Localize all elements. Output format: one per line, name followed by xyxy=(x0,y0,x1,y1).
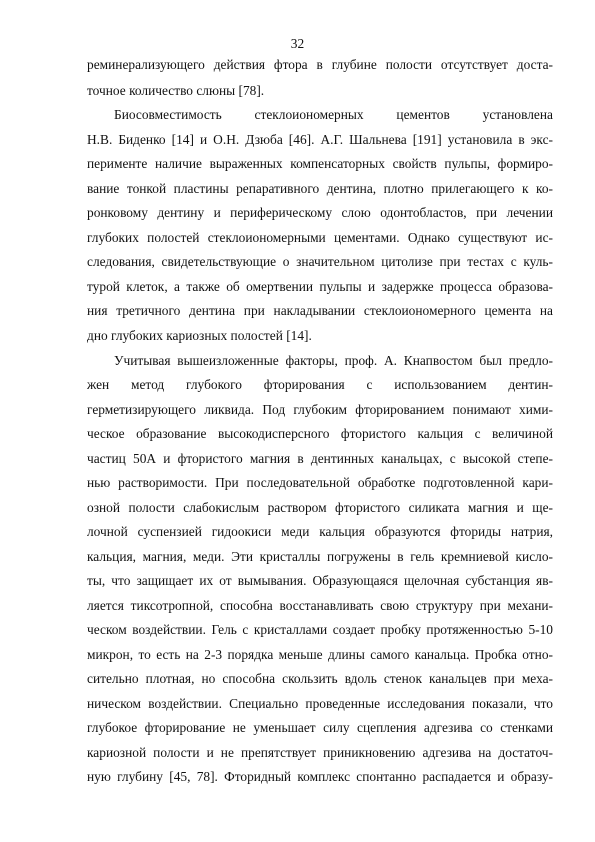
text-line: ты, что защищает их от вымывания. Образующаяся щелочная субстанция яв- xyxy=(87,573,553,588)
text-line: герметизирующего ликвида. Под глубоким фторированием понимают хими- xyxy=(87,402,553,417)
text-line: Биосовместимость стеклоиономерных цементов установлена xyxy=(114,107,553,122)
text-line: частиц 50А и фтористого магния в дентинных канальцах, с высокой степе- xyxy=(87,451,553,466)
text-line: турой клеток, а также об омертвении пульпы и задержке процесса образова- xyxy=(87,279,553,294)
text-line: ную глубину [45, 78]. Фторидный комплекс спонтанно распадается и образу- xyxy=(87,769,553,784)
text-line: Учитывая вышеизложенные факторы, проф. А. Кнапвостом был предло- xyxy=(114,353,553,368)
text-line: точное количество слюны [78]. xyxy=(87,83,265,98)
page-number: 32 xyxy=(290,36,305,51)
text-line: перименте наличие выраженных компенсаторных свойств пульпы, формиро- xyxy=(87,156,553,171)
text-line: глубокое фторирование не уменьшает силу сцепления адгезива со стенками xyxy=(87,720,553,735)
text-line: ческое образование высокодисперсного фтористого кальция с величиной xyxy=(87,426,553,441)
text-line: вание тонкой пластины репаративного дентина, плотно прилегающего к ко- xyxy=(87,181,553,196)
text-line: озной полости слабокислым раствором фтористого силиката магния и ще- xyxy=(87,500,553,515)
text-line: ронковому дентину и периферическому слою одонтобластов, при лечении xyxy=(87,205,553,220)
text-line: реминерализующего действия фтора в глубине полости отсутствует доста- xyxy=(87,57,553,72)
text-line: нью растворимости. При последовательной обработке подготовленной кари- xyxy=(87,475,553,490)
text-line: ния третичного дентина при накладывании стеклоиономерного цемента на xyxy=(87,303,553,318)
text-line: жен метод глубокого фторирования с использованием дентин- xyxy=(87,377,553,392)
text-line: следования, свидетельствующие о значительном цитолизе при тестах с куль- xyxy=(87,254,553,269)
text-line: микрон, то есть на 2-3 порядка меньше длины самого канальца. Пробка отно- xyxy=(87,647,553,662)
text-line: кальция, магния, меди. Эти кристаллы погружены в гель кремниевой кисло- xyxy=(87,549,553,564)
text-line: ляется тиксотропной, способна восстанавливать свою структуру при механи- xyxy=(87,598,553,613)
text-line: глубоких полостей стеклоиономерными цементами. Однако существуют ис- xyxy=(87,230,553,245)
text-line: кариозной полости и не препятствует приникновению адгезива на достаточ- xyxy=(87,745,553,760)
text-line: ническом воздействии. Специально проведенные исследования показали, что xyxy=(87,696,553,711)
text-line: дно глубоких кариозных полостей [14]. xyxy=(87,328,312,343)
text-line: ческом воздействии. Гель с кристаллами создает пробку протяженностью 5-10 xyxy=(87,622,553,637)
text-line: Н.В. Биденко [14] и О.Н. Дзюба [46]. А.Г. Шальнева [191] установила в экс- xyxy=(87,132,553,147)
text-line: сительно плотная, но способна скользить вдоль стенок канальцев при меха- xyxy=(87,671,553,686)
text-line: лочной суспензией гидоокиси меди кальция образуются фториды натрия, xyxy=(87,524,553,539)
